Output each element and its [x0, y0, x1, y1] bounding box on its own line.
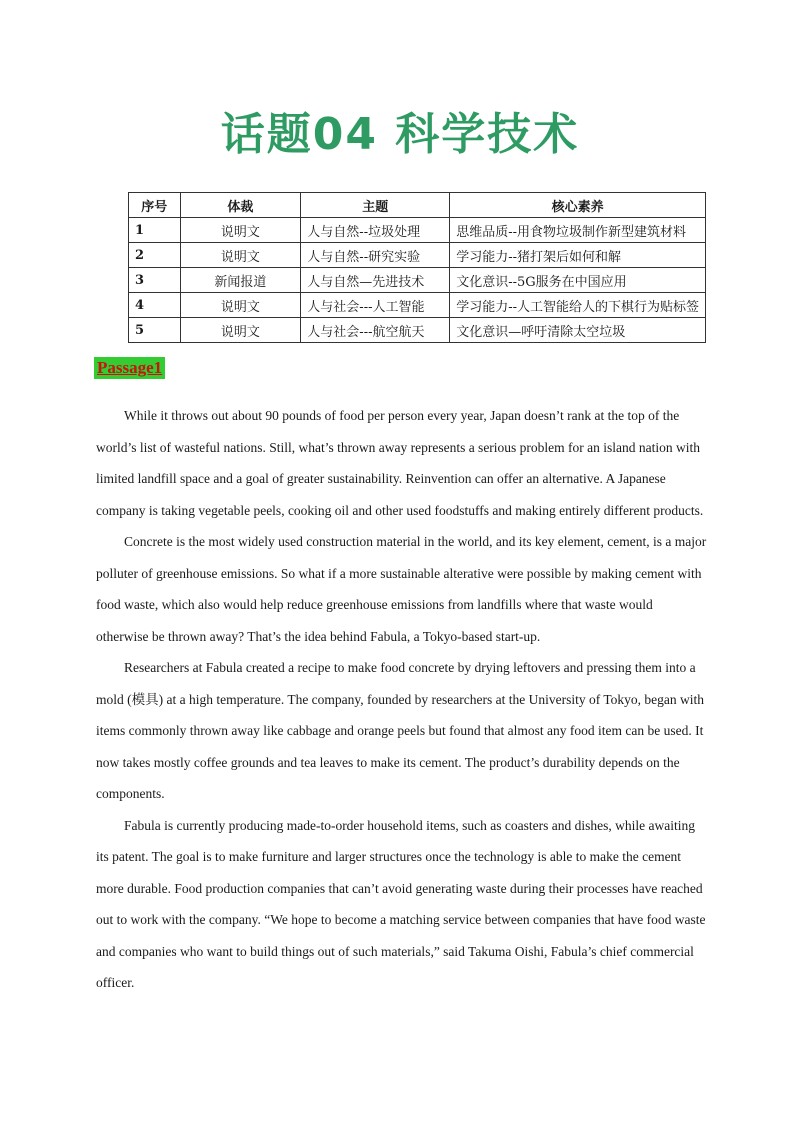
row-genre: 新闻报道 — [180, 268, 301, 293]
row-number: 5 — [129, 318, 181, 343]
row-theme: 人与社会---航空航天 — [301, 318, 450, 343]
table-row — [129, 318, 706, 343]
row-genre: 说明文 — [180, 318, 301, 343]
header-theme: 主题 — [301, 193, 450, 218]
row-theme: 人与自然--研究实验 — [301, 243, 450, 268]
row-number: 2 — [129, 243, 181, 268]
table-row — [129, 218, 706, 243]
paragraph: Researchers at Fabula created a recipe to make food concrete by drying leftovers and pressing them into a mold (模具) at a high temperature. The company, founded by researchers at the University of Tokyo, began with items commonly thrown away like cabbage and orange peels but found that almost any food item can be used. It now takes mostly coffee grounds and tea leaves to make its cement. The product’s durability depends on the components. — [96, 660, 705, 801]
header-literacy: 核心素养 — [450, 193, 706, 218]
row-literacy: 学习能力--猪打架后如何和解 — [450, 243, 706, 268]
paragraph: Fabula is currently producing made-to-order household items, such as coasters and dishes, while awaiting its patent. The goal is to make furniture and larger structures once the technology is able to make the cement more durable. Food production companies that can’t avoid generating waste during their processes have reached out to work with the company. “We hope to become a matching service between companies that have food waste and companies who want to build things out of such materials,” said Takuma Oishi, Fabula’s chief commercial officer. — [96, 817, 706, 990]
row-number: 3 — [129, 268, 181, 293]
row-theme: 人与自然--垃圾处理 — [301, 218, 450, 243]
topic-table — [128, 192, 706, 343]
header-number: 序号 — [129, 193, 181, 218]
passage-body — [96, 400, 708, 999]
row-literacy: 思维品质--用食物垃圾制作新型建筑材料 — [450, 218, 706, 243]
row-theme: 人与自然—先进技术 — [301, 268, 450, 293]
paragraph: Concrete is the most widely used construction material in the world, and its key element, cement, is a major polluter of greenhouse emissions. So what if a more sustainable alterative were possible by making cement with food waste, which also would help reduce greenhouse emissions from landfills where that waste would otherwise be thrown away? That’s the idea behind Fabula, a Tokyo-based start-up. — [96, 534, 707, 644]
table-row — [129, 293, 706, 318]
passage-label: Passage1 — [94, 357, 165, 379]
table-row — [129, 268, 706, 293]
table-row — [129, 243, 706, 268]
row-number: 4 — [129, 293, 181, 318]
header-genre: 体裁 — [180, 193, 301, 218]
row-literacy: 文化意识--5G服务在中国应用 — [450, 268, 706, 293]
paragraph: While it throws out about 90 pounds of food per person every year, Japan doesn’t rank at the top of the world’s list of wasteful nations. Still, what’s thrown away represents a serious problem for an island nation with limited landfill space and a goal of greater sustainability. Reinvention can offer an alternative. A Japanese company is taking vegetable peels, cooking oil and other used foodstuffs and making entirely different products. — [96, 408, 704, 518]
row-literacy: 文化意识—呼吁清除太空垃圾 — [450, 318, 706, 343]
page-title: 话题04 科学技术 — [220, 109, 580, 160]
row-genre: 说明文 — [180, 218, 301, 243]
row-genre: 说明文 — [180, 243, 301, 268]
row-theme: 人与社会---人工智能 — [301, 293, 450, 318]
table-header-row — [129, 193, 706, 218]
row-genre: 说明文 — [180, 293, 301, 318]
row-literacy: 学习能力--人工智能给人的下棋行为贴标签 — [450, 293, 706, 318]
row-number: 1 — [129, 218, 181, 243]
